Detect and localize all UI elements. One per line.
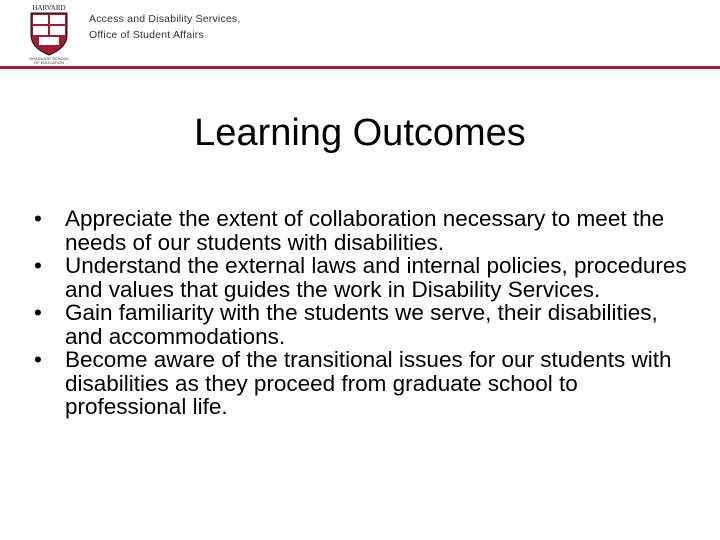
- outcome-item: [34, 207, 694, 254]
- bullet-icon: •: [34, 206, 42, 231]
- logo-school-line-2: OF EDUCATION: [34, 60, 64, 64]
- office-name-line-1: Access and Disability Services,: [89, 13, 241, 25]
- outcome-item: [34, 348, 694, 419]
- outcome-text: Gain familiarity with the students we serve, their disabilities, and accommodations.: [65, 300, 658, 349]
- office-name: [89, 11, 241, 43]
- office-name-line-2: Office of Student Affairs: [89, 29, 204, 41]
- outcome-item: [34, 254, 694, 301]
- logo-school-line: GRADUATE SCHOOL: [29, 56, 69, 61]
- bullet-icon: •: [34, 347, 42, 372]
- logo-wordmark: HARVARD: [32, 4, 66, 12]
- harvard-gse-logo: [23, 2, 75, 64]
- bullet-icon: •: [34, 300, 42, 325]
- bullet-icon: •: [34, 253, 42, 278]
- outcomes-list: [34, 207, 694, 419]
- header-divider: [0, 66, 720, 69]
- slide-header: [0, 0, 720, 66]
- slide-title: Learning Outcomes: [194, 112, 526, 154]
- outcome-text: Appreciate the extent of collaboration necessary to meet the needs of our students with disabilities.: [65, 206, 665, 255]
- outcome-item: [34, 301, 694, 348]
- outcome-text: Understand the external laws and internal policies, procedures and values that guides the work in Disability Services.: [65, 253, 687, 302]
- outcome-text: Become aware of the transitional issues for our students with disabilities as they proceed from graduate school to professional life.: [65, 347, 672, 419]
